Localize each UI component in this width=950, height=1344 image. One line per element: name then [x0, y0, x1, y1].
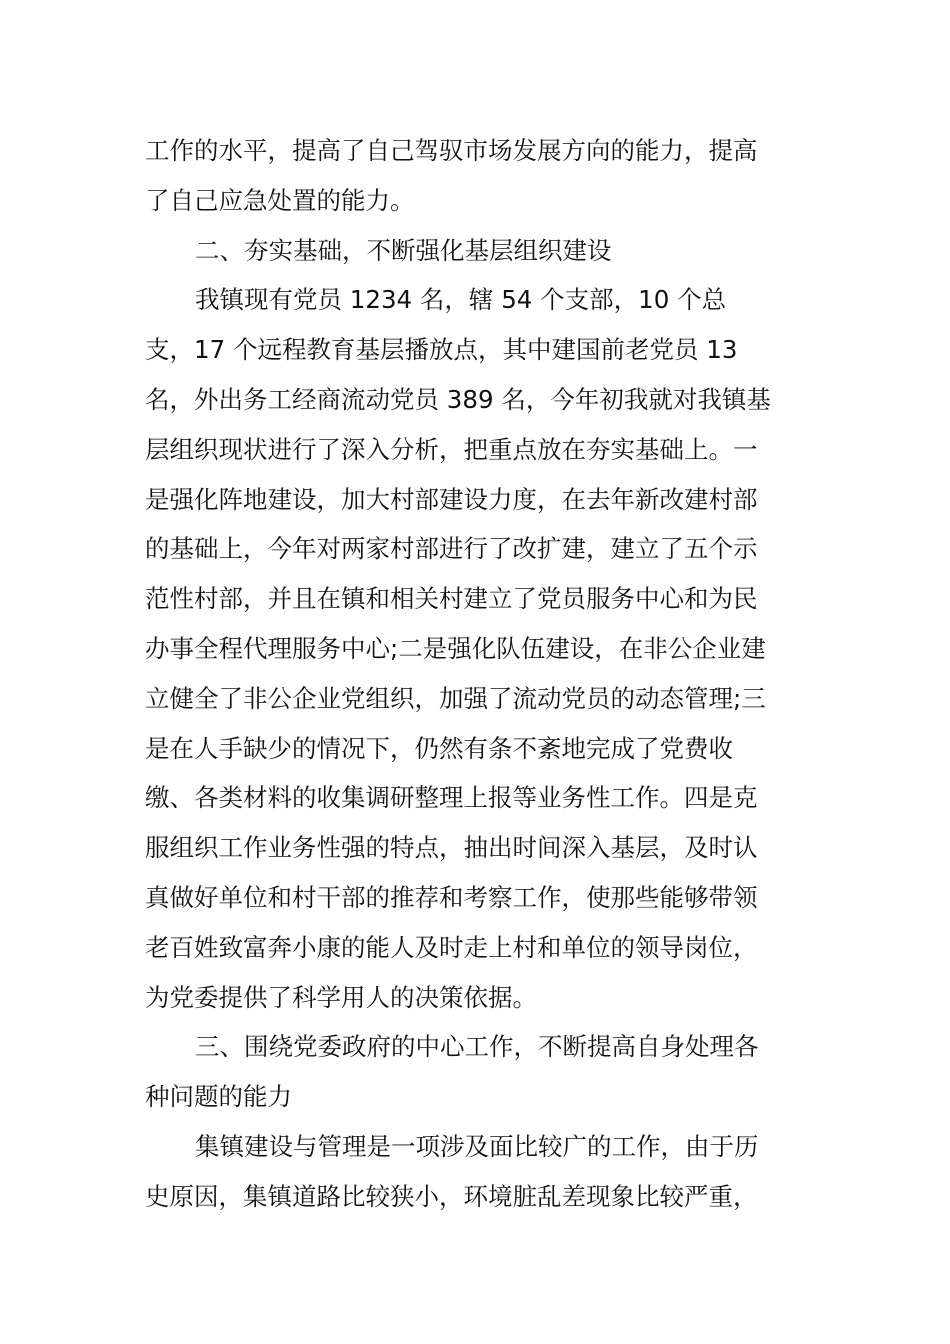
text-line: 层组织现状进行了深入分析，把重点放在夯实基础上。一 — [145, 434, 758, 464]
text-line: 缴、各类材料的收集调研整理上报等业务性工作。四是克 — [145, 783, 758, 813]
text-line: 老百姓致富奔小康的能人及时走上村和单位的领导岗位， — [145, 932, 758, 962]
text-line: 服组织工作业务性强的特点，抽出时间深入基层，及时认 — [145, 833, 758, 863]
text-line: 集镇建设与管理是一项涉及面比较广的工作，由于历 — [195, 1131, 759, 1161]
text-line: 是在人手缺少的情况下，仍然有条不紊地完成了党费收 — [145, 733, 733, 763]
text-line: 真做好单位和村干部的推荐和考察工作，使那些能够带领 — [145, 882, 758, 912]
section-heading-continued: 种问题的能力 — [145, 1082, 292, 1112]
section-heading: 三、围绕党委政府的中心工作，不断提高自身处理各 — [195, 1032, 759, 1062]
section-heading: 二、夯实基础，不断强化基层组织建设 — [195, 235, 612, 265]
text-line: 名，外出务工经商流动党员 389 名，今年初我就对我镇基 — [145, 384, 771, 414]
text-line: 工作的水平，提高了自己驾驭市场发展方向的能力，提高 — [145, 136, 758, 165]
text-line: 的基础上，今年对两家村部进行了改扩建，建立了五个示 — [145, 534, 758, 564]
text-line: 支，17 个远程教育基层播放点，其中建国前老党员 13 — [145, 335, 738, 365]
document-body — [145, 126, 805, 1222]
text-line: 我镇现有党员 1234 名，辖 54 个支部，10 个总 — [195, 285, 727, 315]
text-line: 办事全程代理服务中心;二是强化队伍建设，在非公企业建 — [145, 633, 766, 663]
text-line: 史原因，集镇道路比较狭小，环境脏乱差现象比较严重， — [145, 1181, 758, 1211]
text-line: 为党委提供了科学用人的决策依据。 — [145, 982, 537, 1012]
text-line: 了自己应急处置的能力。 — [145, 185, 415, 215]
text-line: 是强化阵地建设，加大村部建设力度，在去年新改建村部 — [145, 484, 758, 514]
text-line: 范性村部，并且在镇和相关村建立了党员服务中心和为民 — [145, 584, 758, 614]
text-line: 立健全了非公企业党组织，加强了流动党员的动态管理;三 — [145, 683, 766, 713]
